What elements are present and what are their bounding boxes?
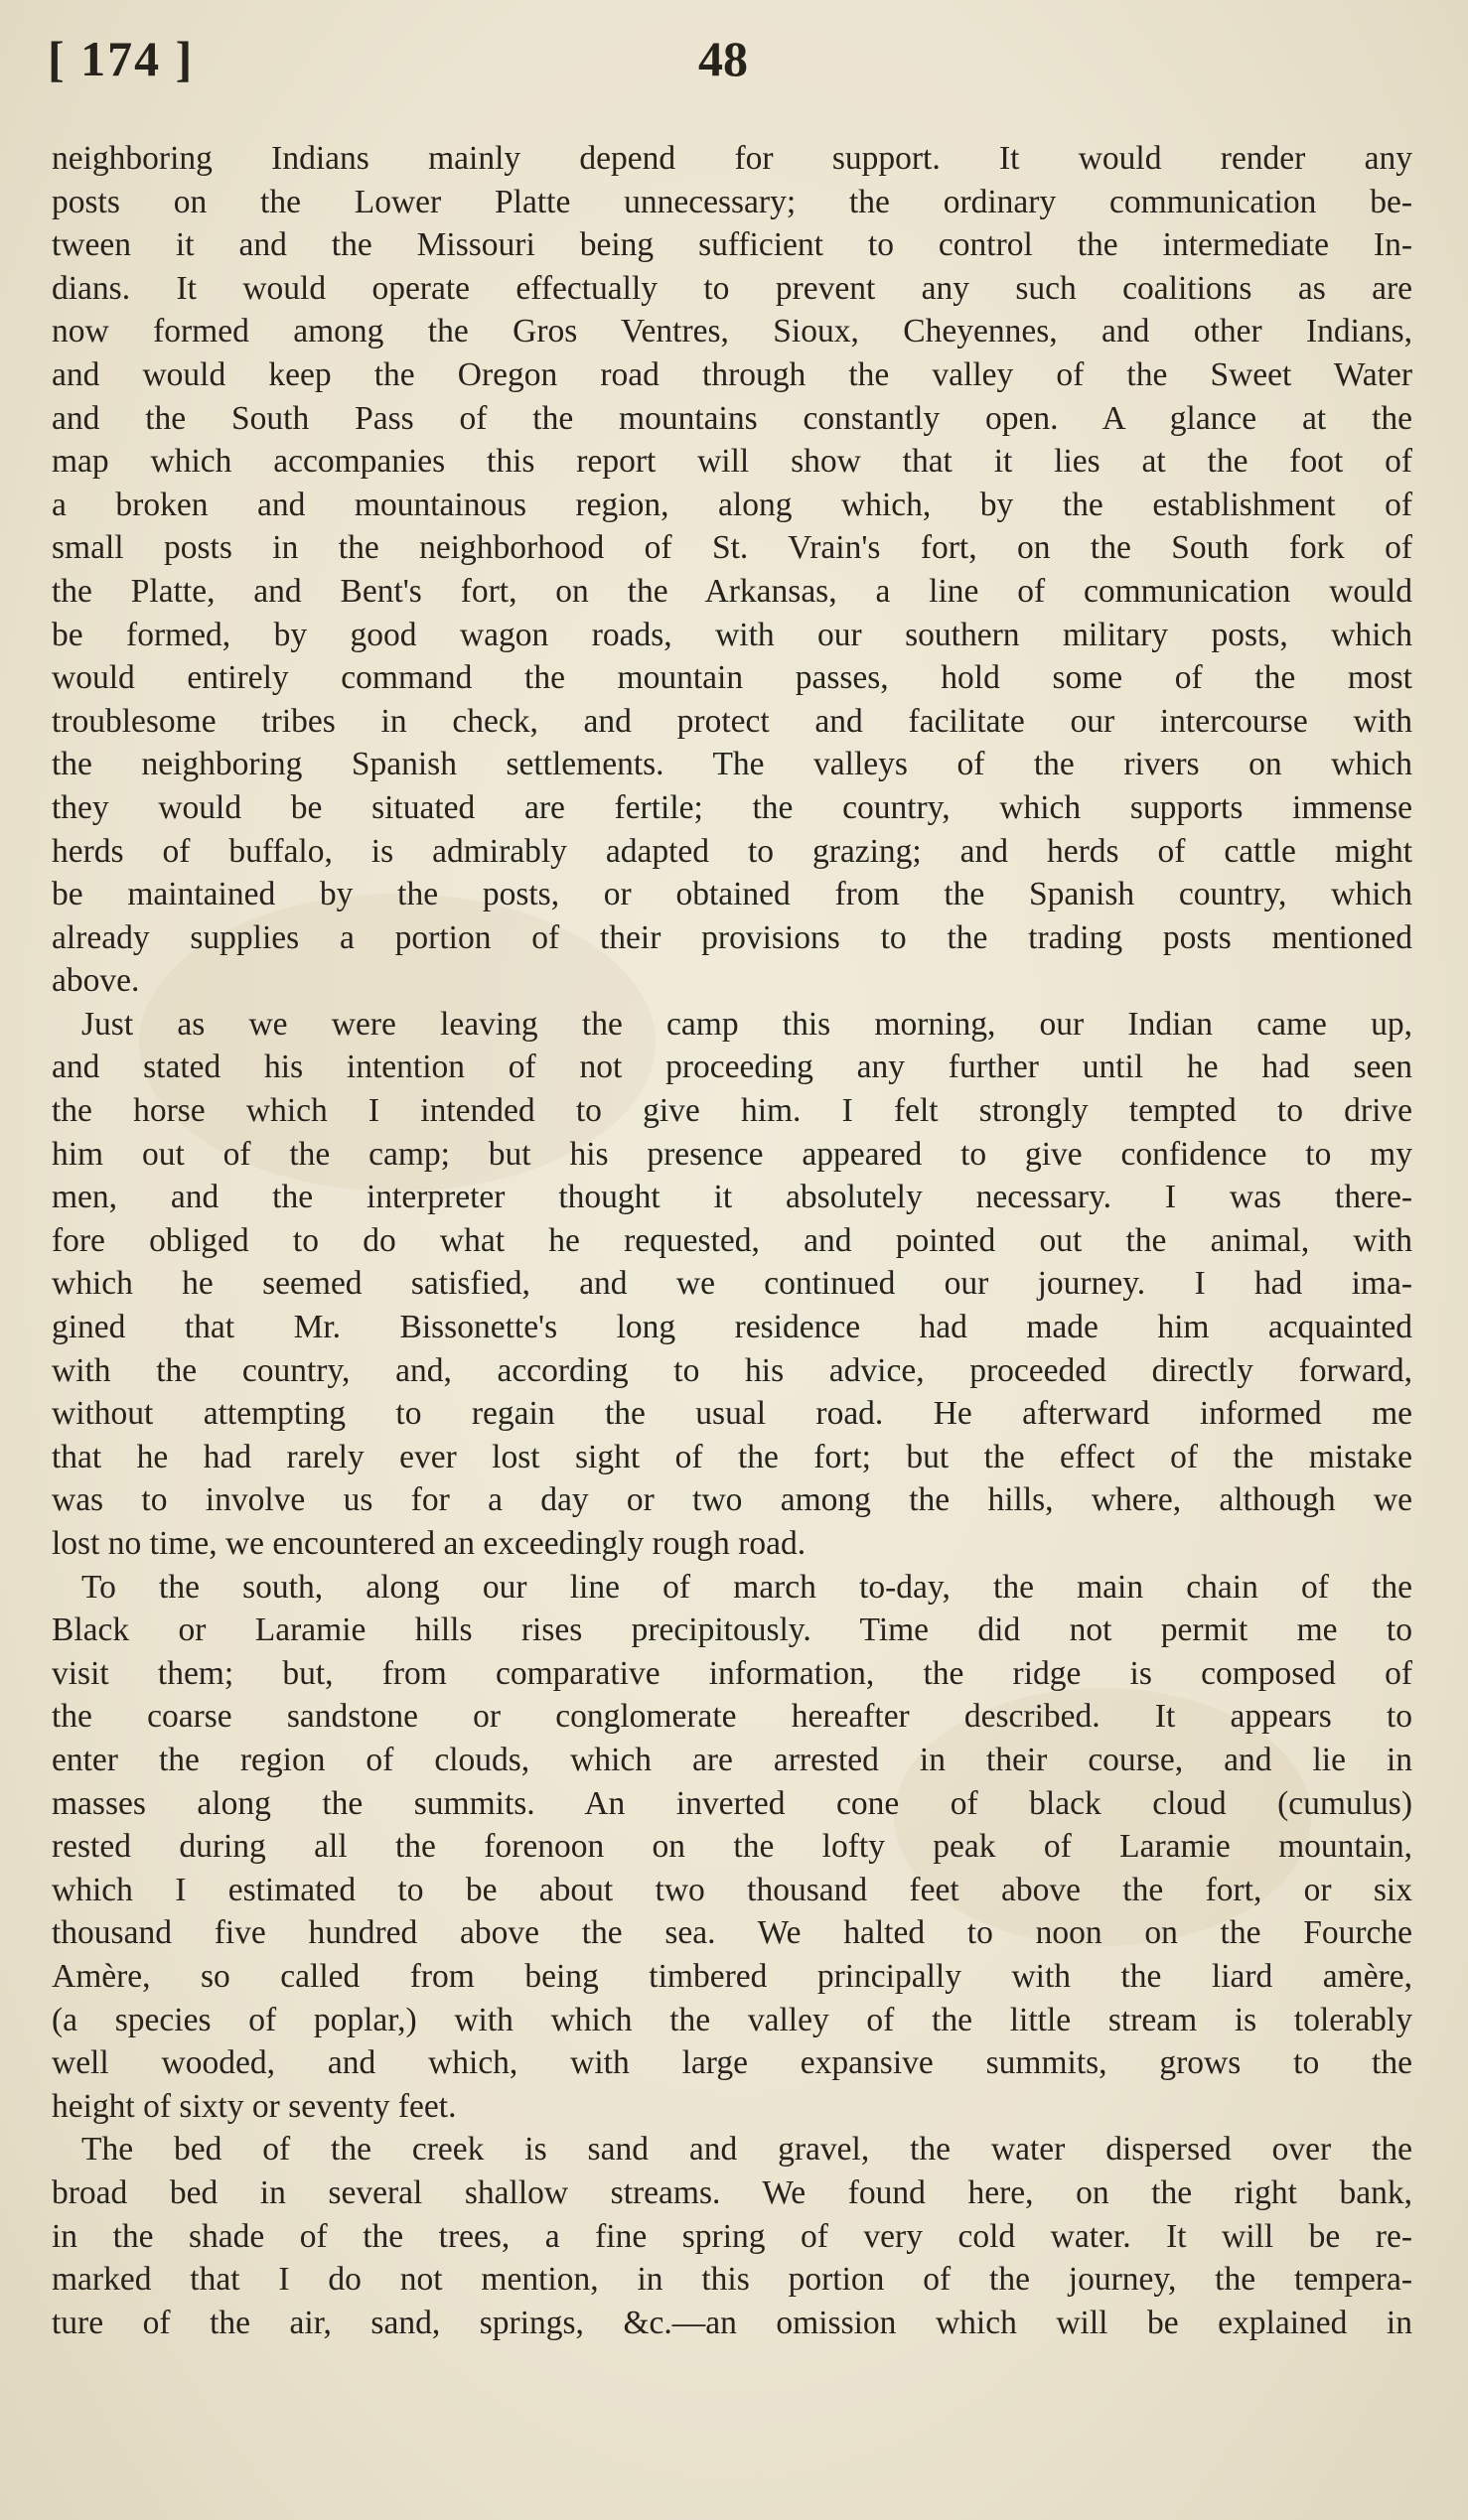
page-header [48,30,1428,99]
text-line: the horse which I intended to give him. I felt strongly tempted to drive [52,1092,1412,1130]
page-number: 48 [698,31,748,86]
text-line: height of sixty or seventy feet. [52,2087,457,2125]
text-line: which I estimated to be about two thousand feet above the fort, or six [52,1871,1412,1908]
text-line: map which accompanies this report will show that it lies at the foot of [52,443,1412,481]
text-line: him out of the camp; but his presence appeared to give confidence to my [52,1135,1412,1173]
text-line: lost no time, we encountered an exceedingly rough road. [52,1525,807,1562]
text-line: well wooded, and which, with large expansive summits, grows to the [52,2044,1412,2082]
text-line: marked that I do not mention, in this portion of the journey, the tempera- [52,2261,1412,2299]
text-line: and stated his intention of not proceeding any further until he had seen [52,1049,1412,1086]
text-line: The bed of the creek is sand and gravel, the water dispersed over the [81,2131,1412,2169]
bracketed-page-number: [ 174 ] [48,31,195,86]
text-line: be formed, by good wagon roads, with our southern military posts, which [52,616,1412,653]
text-line: visit them; but, from comparative information, the ridge is composed of [52,1654,1412,1692]
text-line: with the country, and, according to his advice, proceeded directly forward, [52,1351,1412,1389]
text-line: which he seemed satisfied, and we continued our journey. I had ima- [52,1265,1412,1303]
text-line: gined that Mr. Bissonette's long residence had made him acquainted [52,1309,1412,1346]
text-line: posts on the Lower Platte unnecessary; the ordinary communication be- [52,183,1412,220]
text-line: that he had rarely ever lost sight of the fort; but the effect of the mistake [52,1438,1412,1475]
text-line: rested during all the forenoon on the lofty peak of Laramie mountain, [52,1828,1412,1866]
text-line: without attempting to regain the usual road. He afterward informed me [52,1395,1412,1433]
body-text [52,137,1412,2344]
text-line: now formed among the Gros Ventres, Sioux, Cheyennes, and other Indians, [52,313,1412,350]
text-line: To the south, along our line of march to-day, the main chain of the [81,1568,1412,1606]
text-line: and the South Pass of the mountains constantly open. A glance at the [52,399,1412,437]
text-line: already supplies a portion of their provisions to the trading posts mentioned [52,918,1412,956]
text-line: dians. It would operate effectually to prevent any such coalitions as are [52,269,1412,307]
text-line: enter the region of clouds, which are arrested in their course, and lie in [52,1741,1412,1778]
text-line: ture of the air, sand, springs, &c.—an omission which will be explained in [52,2304,1412,2341]
text-line: in the shade of the trees, a fine spring of very cold water. It will be re- [52,2217,1412,2255]
text-line: Just as we were leaving the camp this morning, our Indian came up, [81,1005,1412,1043]
text-line: fore obliged to do what he requested, and pointed out the animal, with [52,1221,1412,1259]
text-line: and would keep the Oregon road through the valley of the Sweet Water [52,355,1412,393]
text-line: a broken and mountainous region, along which, by the establishment of [52,486,1412,523]
text-line: was to involve us for a day or two among the hills, where, although we [52,1481,1412,1519]
text-line: would entirely command the mountain passes, hold some of the most [52,659,1412,697]
text-line: troublesome tribes in check, and protect and facilitate our intercourse with [52,702,1412,740]
text-line: above. [52,962,140,1000]
text-line: masses along the summits. An inverted cone of black cloud (cumulus) [52,1784,1412,1822]
text-line: men, and the interpreter thought it absolutely necessary. I was there- [52,1179,1412,1216]
text-line: be maintained by the posts, or obtained from the Spanish country, which [52,876,1412,913]
text-line: they would be situated are fertile; the country, which supports immense [52,788,1412,826]
text-line: the coarse sandstone or conglomerate hereafter described. It appears to [52,1698,1412,1736]
text-line: Black or Laramie hills rises precipitously. Time did not permit me to [52,1611,1412,1649]
text-line: broad bed in several shallow streams. We found here, on the right bank, [52,2173,1412,2211]
text-line: Amère, so called from being timbered principally with the liard amère, [52,1957,1412,1995]
text-line: tween it and the Missouri being sufficient to control the intermediate In- [52,226,1412,264]
text-line: the Platte, and Bent's fort, on the Arkansas, a line of communication would [52,572,1412,610]
text-line: (a species of poplar,) with which the valley of the little stream is tolerably [52,2001,1412,2038]
text-line: small posts in the neighborhood of St. Vrain's fort, on the South fork of [52,529,1412,567]
text-line: the neighboring Spanish settlements. The valleys of the rivers on which [52,746,1412,783]
text-line: neighboring Indians mainly depend for support. It would render any [52,140,1412,177]
text-line: herds of buffalo, is admirably adapted to grazing; and herds of cattle might [52,832,1412,870]
text-line: thousand five hundred above the sea. We halted to noon on the Fourche [52,1914,1412,1952]
